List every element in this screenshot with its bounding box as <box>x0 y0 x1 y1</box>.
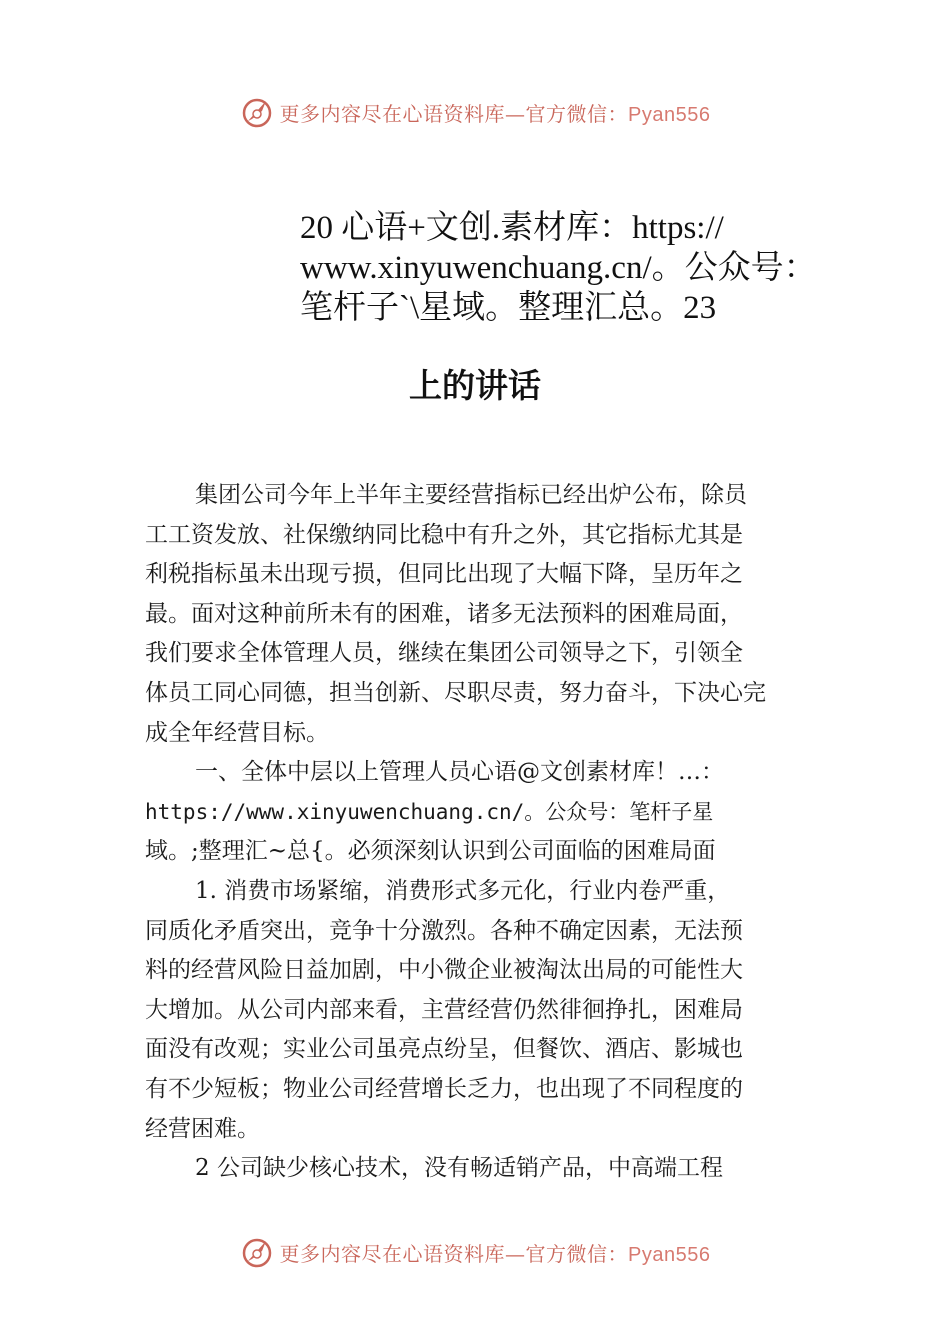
document-body <box>145 476 835 1189</box>
document-title: 上的讲话 <box>409 366 541 405</box>
quill-seal-icon <box>240 95 274 129</box>
numbered-item: 1. 消费市场紧缩，消费形式多元化，行业内卷严重， <box>195 877 731 904</box>
body-line: 域。;整理汇~总{。必须深刻认识到公司面临的困难局面 <box>145 838 716 865</box>
body-line: https://www.xinyuwenchuang.cn/。公众号：笔杆子星 <box>145 799 714 824</box>
banner-text: 更多内容尽在心语资料库—官方微信：Pyan556 <box>279 1241 711 1266</box>
body-line: 集团公司今年上半年主要经营指标已经出炉公布，除员 <box>195 482 747 508</box>
header-line: www.xinyuwenchuang.cn/。公众号： <box>300 250 817 286</box>
body-line: 经营困难。 <box>145 1115 260 1142</box>
body-line: 有不少短板；物业公司经营增长乏力，也出现了不同程度的 <box>145 1075 743 1102</box>
body-line: 料的经营风险日益加剧，中小微企业被淘汰出局的可能性大 <box>145 957 743 984</box>
body-line: 最。面对这种前所未有的困难，诸多无法预料的困难局面， <box>145 600 743 627</box>
header-line: 笔杆子`\星域。整理汇总。23 <box>300 290 717 326</box>
quill-seal-icon <box>240 1235 274 1269</box>
body-line: 我们要求全体管理人员，继续在集团公司领导之下，引领全 <box>145 640 743 667</box>
body-line: 面没有改观；实业公司虽亮点纷呈，但餐饮、酒店、影城也 <box>145 1036 743 1063</box>
section-heading: 一、全体中层以上管理人员心语@文创素材库！…： <box>195 759 724 786</box>
body-line: 工工资发放、社保缴纳同比稳中有升之外，其它指标尤其是 <box>145 521 743 548</box>
body-line: 同质化矛盾突出，竞争十分激烈。各种不确定因素，无法预 <box>145 917 743 944</box>
banner-text: 更多内容尽在心语资料库—官方微信：Pyan556 <box>279 101 711 126</box>
body-line: 大增加。从公司内部来看，主营经营仍然徘徊挣扎，困难局 <box>145 996 743 1023</box>
numbered-item: 2 公司缺少核心技术，没有畅适销产品，中高端工程 <box>195 1155 723 1182</box>
top-watermark-banner <box>0 92 950 132</box>
bottom-watermark-banner <box>0 1232 950 1272</box>
body-line: 利税指标虽未出现亏损，但同比出现了大幅下降，呈历年之 <box>145 561 743 588</box>
body-line: 体员工同心同德，担当创新、尽职尽责，努力奋斗，下决心完 <box>145 679 766 706</box>
document-header <box>300 208 860 328</box>
body-line: 成全年经营目标。 <box>145 719 329 746</box>
header-line: 20 心语+文创.素材库：https:// <box>300 210 724 246</box>
